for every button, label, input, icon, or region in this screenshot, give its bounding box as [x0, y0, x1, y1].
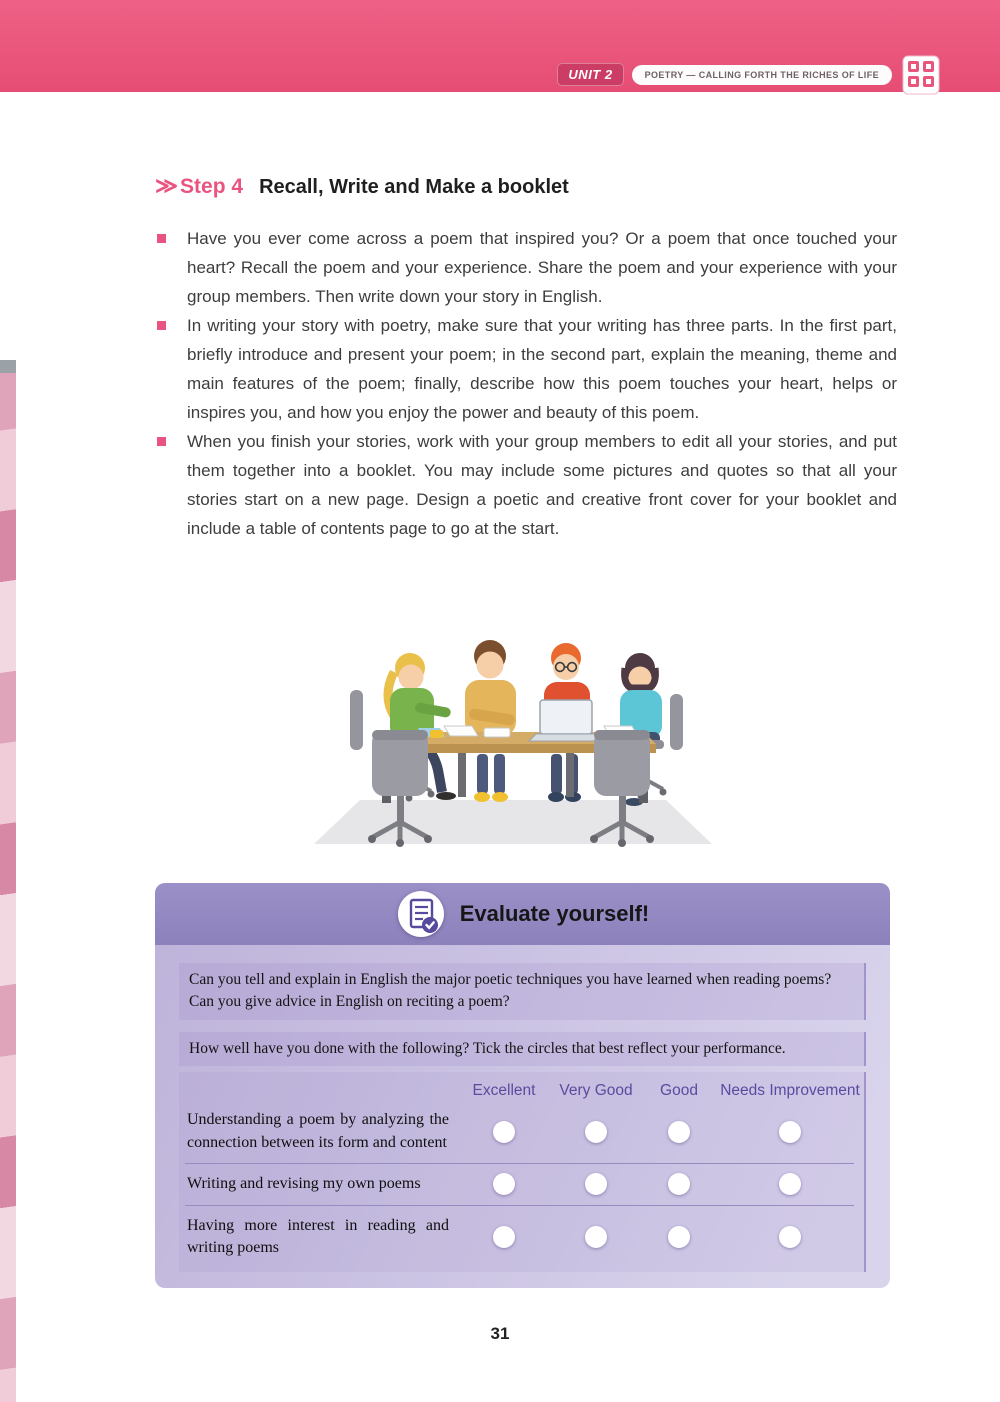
column-header-very-good: Very Good — [559, 1082, 633, 1100]
bullet-item — [155, 427, 897, 543]
column-header-good: Good — [660, 1082, 698, 1100]
step-label: Step 4 — [180, 175, 244, 198]
rating-circle[interactable] — [779, 1173, 801, 1195]
double-chevron-right-icon: ≫ — [155, 173, 179, 198]
rating-circle[interactable] — [493, 1121, 515, 1143]
unit-header-group — [557, 63, 892, 86]
bullet-item — [155, 311, 897, 427]
column-header-needs-improvement: Needs Improvement — [720, 1082, 860, 1100]
rating-circle[interactable] — [493, 1226, 515, 1248]
evaluate-panel — [155, 883, 890, 1288]
rating-row — [179, 1206, 864, 1269]
instruction-bullets — [155, 224, 897, 543]
unit-title: POETRY — CALLING FORTH THE RICHES OF LIFE — [632, 65, 892, 85]
evaluate-title: Evaluate yourself! — [459, 901, 650, 926]
rating-row-label: Having more interest in reading and writing poems — [187, 1216, 449, 1256]
rating-circle[interactable] — [585, 1226, 607, 1248]
column-header-excellent: Excellent — [472, 1082, 536, 1100]
rating-circle[interactable] — [779, 1226, 801, 1248]
bullet-item — [155, 224, 897, 311]
decorative-side-strip — [0, 360, 16, 1402]
evaluate-instruction: How well have you done with the following? Tick the circles that best reflect your performance. — [179, 1032, 866, 1066]
evaluate-body — [155, 945, 890, 1288]
rating-circle[interactable] — [779, 1121, 801, 1143]
step-title: Recall, Write and Make a booklet — [259, 176, 569, 198]
bullet-text: When you finish your stories, work with your group members to edit all your stories, and put them together into a booklet. You may include some pictures and quotes so that all your stories start on a new page. Design a poetic and creative front cover for your booklet and include a table of contents page to go at the start. — [187, 432, 897, 538]
rating-circle[interactable] — [493, 1173, 515, 1195]
rating-circle[interactable] — [585, 1121, 607, 1143]
rating-row-label: Understanding a poem by analyzing the connection between its form and content — [187, 1111, 449, 1151]
rating-table — [179, 1072, 866, 1272]
bullet-text: In writing your story with poetry, make sure that your writing has three parts. In the first part, briefly introduce and present your poem; in the second part, explain the meaning, theme and main features of the poem; finally, describe how this poem touches your heart, helps or inspires you, and how you enjoy the power and beauty of this poem. — [187, 316, 897, 422]
rating-row — [179, 1100, 864, 1163]
rating-circle[interactable] — [585, 1173, 607, 1195]
evaluate-header — [155, 883, 890, 945]
checklist-check-icon — [396, 889, 446, 939]
page-number: 31 — [490, 1324, 510, 1343]
unit-header-bar — [0, 0, 1000, 92]
step-heading — [155, 173, 569, 199]
bullet-text: Have you ever come across a poem that inspired you? Or a poem that once touched your heart? Recall the poem and your experience. Share the poem and your experience with your group members. Then write down your story in English. — [187, 229, 897, 306]
rating-row-label: Writing and revising my own poems — [187, 1175, 421, 1193]
group-discussion-illustration — [298, 568, 728, 848]
seal-stamp-icon — [902, 55, 940, 95]
rating-header-row — [179, 1072, 864, 1100]
rating-row — [179, 1164, 864, 1204]
evaluate-question: Can you tell and explain in English the major poetic techniques you have learned when reading poems? Can you give advice in English on reciting a poem? — [179, 963, 866, 1020]
rating-circle[interactable] — [668, 1121, 690, 1143]
unit-badge: UNIT 2 — [557, 63, 623, 86]
rating-circle[interactable] — [668, 1173, 690, 1195]
rating-circle[interactable] — [668, 1226, 690, 1248]
